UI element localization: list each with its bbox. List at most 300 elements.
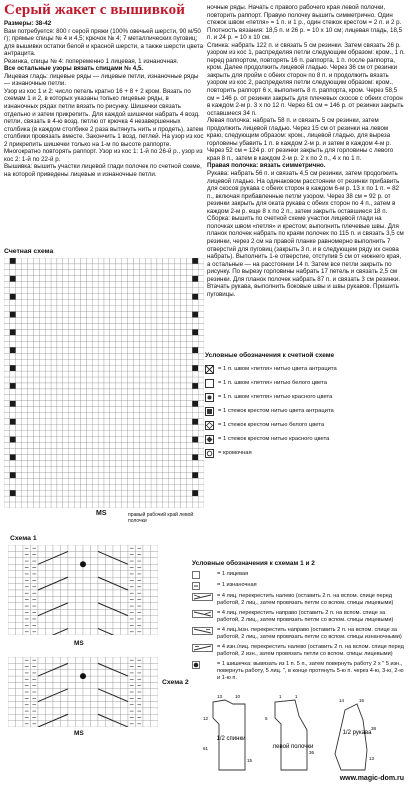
- schema-cell: [68, 708, 76, 714]
- chart-cell: [186, 389, 192, 395]
- cross-dark-icon: [205, 407, 214, 416]
- schema-cell: [151, 670, 159, 676]
- chart-cell: [63, 264, 69, 270]
- chart-cell: [180, 318, 186, 324]
- chart-cell: [45, 466, 51, 472]
- chart-cell: [128, 472, 134, 478]
- chart-cell: [92, 318, 98, 324]
- site-url[interactable]: www.magic-dom.ru: [339, 775, 404, 782]
- chart-cell: [163, 383, 169, 389]
- chart-cell: [175, 454, 181, 460]
- chart-cell: [22, 312, 28, 318]
- chart-cell: [63, 300, 69, 306]
- pattern-num: 12: [203, 716, 209, 721]
- pattern-num: 13: [369, 756, 375, 761]
- chart-cell: [169, 341, 175, 347]
- chart-cell: [22, 478, 28, 484]
- chart-cell: [39, 264, 45, 270]
- chart-cell: [169, 389, 175, 395]
- chart-cell: [63, 335, 69, 341]
- chart-cell: [39, 419, 45, 425]
- chart-cell: [145, 437, 151, 443]
- chart-cell: [180, 401, 186, 407]
- chart-cell: [116, 258, 122, 264]
- chart-cell: [10, 448, 16, 454]
- embroidery-cont-text: ночные ряды. Начать с правого рабочего края левой полочки, повторить раппорт. Правую полочку вышить симметрично. Один стежок швом «петля» = 1 п. и 1 р., один стежок крестом = 2 п. и 2 р.: [207, 4, 402, 27]
- schema-cell: [113, 545, 121, 551]
- chart-cell: [110, 276, 116, 282]
- chart-cell: [104, 371, 110, 377]
- chart-cell: [198, 419, 204, 425]
- chart-cell: [116, 318, 122, 324]
- chart-legend-title: Условные обозначения к счетной схеме: [205, 352, 335, 359]
- chart-cell: [175, 395, 181, 401]
- chart-cell: [145, 341, 151, 347]
- legend-text: = кромочная: [218, 450, 252, 456]
- chart-cell: [80, 478, 86, 484]
- chart-cell: [163, 437, 169, 443]
- chart-cell: [163, 478, 169, 484]
- chart-cell: [69, 407, 75, 413]
- chart-cell: [51, 431, 57, 437]
- chart-cell: [28, 270, 34, 276]
- chart-cell: [145, 312, 151, 318]
- schema-cell: [61, 676, 69, 682]
- chart-cell: [169, 484, 175, 490]
- chart-cell: [151, 389, 157, 395]
- chart-cell: [169, 395, 175, 401]
- chart-cell: [80, 383, 86, 389]
- chart-cell: [128, 448, 134, 454]
- chart-cell: [151, 288, 157, 294]
- chart-cell: [4, 431, 10, 437]
- chart-cell: [45, 300, 51, 306]
- schema-cell: [151, 695, 159, 701]
- chart-cell: [51, 329, 57, 335]
- schema-cell: [76, 577, 84, 583]
- chart-cell: [175, 460, 181, 466]
- chart-cell: [151, 347, 157, 353]
- legend2-item: [192, 661, 404, 682]
- chart-cell: [39, 306, 45, 312]
- chart-cell: [51, 448, 57, 454]
- schema-cell: [151, 584, 159, 590]
- chart-cell: [169, 371, 175, 377]
- chart-cell: [57, 329, 63, 335]
- schema-cell: [83, 577, 91, 583]
- schema-cell: [143, 708, 151, 714]
- chart-cell: [10, 502, 16, 508]
- chart-cell: [92, 359, 98, 365]
- chart-cell: [133, 341, 139, 347]
- schema-cell: [38, 616, 46, 622]
- legend-item: [205, 432, 405, 446]
- chart-cell: [33, 365, 39, 371]
- chart-cell: [180, 437, 186, 443]
- chart-cell: [57, 478, 63, 484]
- chart-cell: [186, 312, 192, 318]
- chart-cell: [69, 425, 75, 431]
- chart-cell: [198, 425, 204, 431]
- chart-cell: [180, 312, 186, 318]
- schema-cell: [38, 702, 46, 708]
- chart-cell: [33, 288, 39, 294]
- chart-cell: [139, 443, 145, 449]
- chart-cell: [122, 353, 128, 359]
- schema-cell: [113, 657, 121, 663]
- schema-cell: [38, 676, 46, 682]
- schema-cell: [38, 545, 46, 551]
- chart-cell: [198, 431, 204, 437]
- chart-cell: [98, 341, 104, 347]
- chart-cell: [180, 288, 186, 294]
- chart-cell: [186, 359, 192, 365]
- chart-cell: [39, 502, 45, 508]
- schema-cell: [143, 714, 151, 720]
- schema-cell: [106, 702, 114, 708]
- schema-cell: [38, 657, 46, 663]
- chart-cell: [122, 371, 128, 377]
- chart-cell: [57, 294, 63, 300]
- chart-cell: [104, 347, 110, 353]
- chart-cell: [63, 478, 69, 484]
- chart-cell: [75, 282, 81, 288]
- chart-cell: [22, 460, 28, 466]
- chart-cell: [186, 300, 192, 306]
- schema-cell: [83, 695, 91, 701]
- chart-cell: [151, 502, 157, 508]
- chart-cell: [86, 413, 92, 419]
- chart-cell: [104, 395, 110, 401]
- chart-cell: [57, 460, 63, 466]
- chart-cell: [180, 353, 186, 359]
- schema-cell: [83, 721, 91, 727]
- chart-cell: [104, 401, 110, 407]
- chart-cell: [198, 312, 204, 318]
- chart-cell: [192, 460, 198, 466]
- chart-cell: [104, 460, 110, 466]
- chart-cell: [133, 443, 139, 449]
- chart-cell: [4, 353, 10, 359]
- chart-cell: [45, 306, 51, 312]
- schema-cell: [143, 551, 151, 557]
- chart-cell: [192, 270, 198, 276]
- chart-cell: [86, 282, 92, 288]
- schema-cell: [16, 545, 24, 551]
- chart-cell: [86, 389, 92, 395]
- chart-cell: [45, 365, 51, 371]
- chart-cell: [63, 425, 69, 431]
- schema-cell: [68, 590, 76, 596]
- chart-cell: [104, 365, 110, 371]
- chart-cell: [10, 413, 16, 419]
- schema-cell: [68, 629, 76, 635]
- chart-cell: [51, 407, 57, 413]
- chart-cell: [33, 395, 39, 401]
- chart-cell: [57, 341, 63, 347]
- chart-cell: [57, 318, 63, 324]
- chart-cell: [45, 448, 51, 454]
- chart-cell: [10, 359, 16, 365]
- chart-cell: [169, 329, 175, 335]
- legend-item: [205, 390, 405, 404]
- chart-cell: [33, 502, 39, 508]
- chart-cell: [16, 282, 22, 288]
- chart-cell: [80, 306, 86, 312]
- schema-cell: [46, 714, 54, 720]
- chart-cell: [22, 472, 28, 478]
- chart-cell: [145, 448, 151, 454]
- chart-cell: [45, 502, 51, 508]
- chart-cell: [110, 413, 116, 419]
- chart-cell: [16, 323, 22, 329]
- chart-cell: [75, 383, 81, 389]
- schema-cell: [38, 564, 46, 570]
- chart-cell: [33, 270, 39, 276]
- chart-cell: [128, 401, 134, 407]
- chart-cell: [198, 460, 204, 466]
- chart-cell: [104, 282, 110, 288]
- chart-cell: [110, 323, 116, 329]
- schema-cell: [83, 622, 91, 628]
- chart-cell: [39, 270, 45, 276]
- legend2-text: = 4 лиц./изн. перекрестить направо (оставить 2 п. на вспом. спице за работой, 2 лиц., затем провязать петли со вспом. спицы изнаночными): [217, 627, 402, 640]
- chart-cell: [75, 484, 81, 490]
- chart-cell: [98, 484, 104, 490]
- chart-cell: [180, 472, 186, 478]
- chart-cell: [104, 264, 110, 270]
- schema-cell: [46, 590, 54, 596]
- schema-cell: [8, 571, 16, 577]
- chart-cell: [192, 312, 198, 318]
- chart-cell: [198, 323, 204, 329]
- chart-cell: [157, 401, 163, 407]
- schema-cell: [46, 577, 54, 583]
- chart-cell: [192, 323, 198, 329]
- chart-cell: [186, 365, 192, 371]
- chart-cell: [45, 460, 51, 466]
- chart-cell: [192, 401, 198, 407]
- chart-cell: [33, 347, 39, 353]
- chart-cell: [45, 472, 51, 478]
- chart-cell: [98, 490, 104, 496]
- schema-cell: [106, 682, 114, 688]
- chart-cell: [157, 329, 163, 335]
- chart-cell: [139, 371, 145, 377]
- chart-cell: [104, 318, 110, 324]
- chart-cell: [92, 466, 98, 472]
- schema-cell: [76, 590, 84, 596]
- schema-cell: [8, 629, 16, 635]
- chart-cell: [192, 276, 198, 282]
- chart-cell: [51, 264, 57, 270]
- chart-cell: [33, 389, 39, 395]
- chart-cell: [192, 258, 198, 264]
- chart-cell: [151, 472, 157, 478]
- chart-cell: [45, 258, 51, 264]
- chart-cell: [16, 425, 22, 431]
- chart-cell: [22, 335, 28, 341]
- chart-cell: [39, 383, 45, 389]
- chart-cell: [22, 282, 28, 288]
- chart-cell: [192, 496, 198, 502]
- chart-cell: [57, 466, 63, 472]
- chart-cell: [63, 401, 69, 407]
- chart-cell: [4, 389, 10, 395]
- chart-cell: [122, 395, 128, 401]
- chart-cell: [4, 318, 10, 324]
- chart-cell: [28, 323, 34, 329]
- chart-cell: [145, 288, 151, 294]
- chart-cell: [186, 282, 192, 288]
- schema-cell: [8, 682, 16, 688]
- chart-cell: [151, 318, 157, 324]
- chart-cell: [33, 264, 39, 270]
- schema-cell: [121, 663, 129, 669]
- schema-cell: [38, 571, 46, 577]
- chart-cell: [28, 484, 34, 490]
- schema-cell: [98, 702, 106, 708]
- chart-cell: [192, 353, 198, 359]
- schema1-ms-label: MS: [74, 640, 84, 647]
- chart-cell: [169, 270, 175, 276]
- chart-cell: [145, 431, 151, 437]
- chart-cell: [92, 323, 98, 329]
- schema-cell: [98, 571, 106, 577]
- pattern-num: 15: [247, 758, 253, 763]
- chart-cell: [39, 312, 45, 318]
- schema-cell: [98, 616, 106, 622]
- chart-cell: [175, 443, 181, 449]
- schema-cell: [121, 590, 129, 596]
- chart-cell: [104, 276, 110, 282]
- chart-cell: [175, 407, 181, 413]
- chart-cell: [92, 276, 98, 282]
- stitch-dark-icon: [205, 365, 214, 374]
- chart-cell: [10, 276, 16, 282]
- schema-cell: [46, 551, 54, 557]
- chart-cell: [116, 431, 122, 437]
- schema-cell: [121, 577, 129, 583]
- chart-cell: [16, 288, 22, 294]
- chart-cell: [57, 472, 63, 478]
- chart-cell: [80, 264, 86, 270]
- chart-cell: [116, 460, 122, 466]
- chart-cell: [4, 502, 10, 508]
- chart-cell: [22, 347, 28, 353]
- chart-cell: [16, 431, 22, 437]
- chart-cell: [10, 377, 16, 383]
- chart-cell: [133, 448, 139, 454]
- chart-cell: [4, 288, 10, 294]
- chart-cell: [69, 335, 75, 341]
- schema-cell: [16, 657, 24, 663]
- chart-cell: [180, 496, 186, 502]
- chart-cell: [145, 359, 151, 365]
- chart-cell: [45, 329, 51, 335]
- schema-cell: [83, 571, 91, 577]
- chart-cell: [57, 454, 63, 460]
- chart-cell: [63, 472, 69, 478]
- chart-cell: [98, 329, 104, 335]
- chart-cell: [180, 347, 186, 353]
- chart-cell: [192, 383, 198, 389]
- schema-cell: [61, 682, 69, 688]
- chart-cell: [92, 502, 98, 508]
- chart-cell: [16, 395, 22, 401]
- chart-cell: [75, 472, 81, 478]
- chart-ms-label: MS: [96, 510, 107, 517]
- chart-cell: [151, 383, 157, 389]
- chart-cell: [104, 437, 110, 443]
- chart-cell: [151, 312, 157, 318]
- chart-cell: [104, 270, 110, 276]
- chart-cell: [86, 395, 92, 401]
- chart-cell: [180, 425, 186, 431]
- chart-cell: [51, 341, 57, 347]
- chart-cell: [57, 306, 63, 312]
- chart-cell: [4, 347, 10, 353]
- chart-cell: [69, 377, 75, 383]
- chart-cell: [98, 264, 104, 270]
- chart-cell: [28, 478, 34, 484]
- chart-cell: [180, 377, 186, 383]
- schema-cell: [68, 551, 76, 557]
- schema-cell: [121, 629, 129, 635]
- chart-cell: [86, 300, 92, 306]
- chart-cell: [116, 419, 122, 425]
- chart-cell: [180, 359, 186, 365]
- chart-cell: [180, 490, 186, 496]
- chart-cell: [63, 419, 69, 425]
- schema-cell: [53, 682, 61, 688]
- chart-cell: [145, 270, 151, 276]
- schema-cell: [8, 657, 16, 663]
- chart-cell: [163, 294, 169, 300]
- chart-cell: [151, 448, 157, 454]
- chart-cell: [16, 389, 22, 395]
- schema-cell: [151, 590, 159, 596]
- chart-cell: [33, 300, 39, 306]
- chart-cell: [198, 502, 204, 508]
- legend2-item: [192, 571, 404, 579]
- chart-cell: [63, 454, 69, 460]
- chart-cell: [80, 365, 86, 371]
- chart-cell: [80, 395, 86, 401]
- chart-cell: [51, 478, 57, 484]
- chart-cell: [110, 383, 116, 389]
- chart-cell: [86, 401, 92, 407]
- chart-cell: [22, 371, 28, 377]
- chart-cell: [10, 401, 16, 407]
- chart-cell: [128, 312, 134, 318]
- chart-cell: [151, 431, 157, 437]
- chart-cell: [163, 496, 169, 502]
- chart-cell: [75, 306, 81, 312]
- chart-cell: [169, 365, 175, 371]
- chart-cell: [45, 341, 51, 347]
- chart-cell: [169, 419, 175, 425]
- schema-cell: [16, 695, 24, 701]
- chart-cell: [110, 490, 116, 496]
- chart-cell: [128, 288, 134, 294]
- chart-cell: [22, 300, 28, 306]
- chart-cell: [151, 365, 157, 371]
- schema-cell: [151, 596, 159, 602]
- chart-cell: [139, 318, 145, 324]
- schema-cell: [61, 616, 69, 622]
- chart-cell: [75, 425, 81, 431]
